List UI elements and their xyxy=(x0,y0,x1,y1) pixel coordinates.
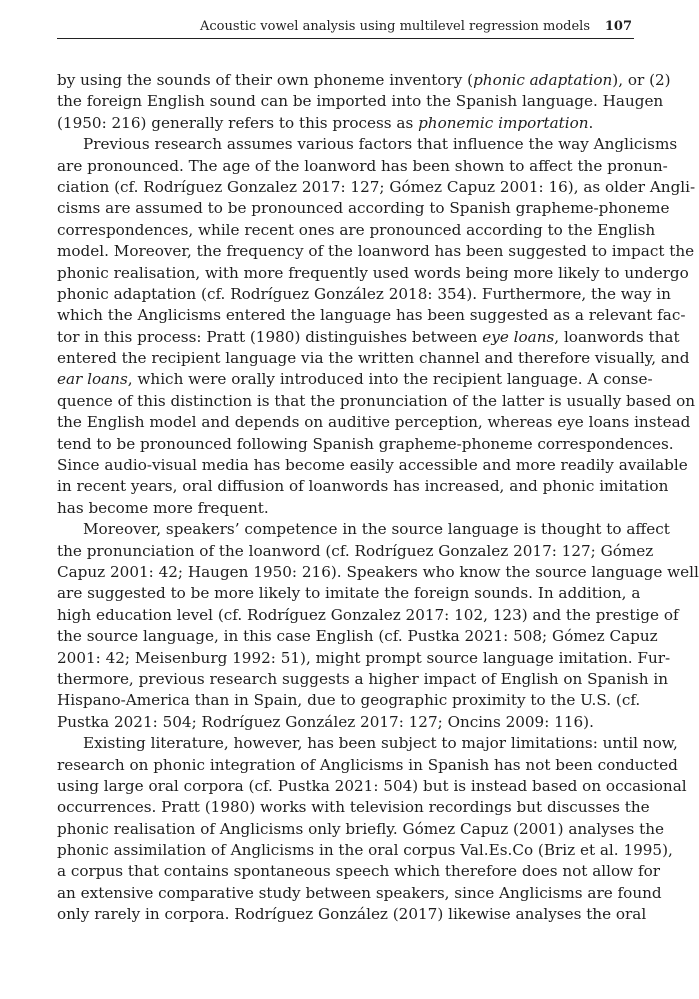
text-line: phonic assimilation of Anglicisms in the oral corpus Val.Es.Co (Briz et al. 1995), xyxy=(57,841,673,860)
text-line: in recent years, oral diffusion of loanwords has increased, and phonic imitation xyxy=(57,477,669,496)
text-line: using large oral corpora (cf. Pustka 2021: 504) but is instead based on occasional xyxy=(57,776,687,795)
text-line: are pronounced. The age of the loanword has been shown to affect the pronun- xyxy=(57,156,668,175)
text-line: Moreover, speakers’ competence in the source language is thought to affect xyxy=(83,520,670,539)
text-line: model. Moreover, the frequency of the loanword has been suggested to impact the xyxy=(57,242,695,261)
text-line: Hispano-America than in Spain, due to geographic proximity to the U.S. (cf. xyxy=(57,691,641,710)
page-number: 107 xyxy=(604,19,632,34)
italic-term: phonic adaptation xyxy=(473,71,613,89)
text-line: entered the recipient language via the written channel and therefore visually, and xyxy=(57,349,690,368)
text-line: a corpus that contains spontaneous speech which therefore does not allow for xyxy=(57,862,660,881)
text-line: by using the sounds of their own phoneme inventory (phonic adaptation), or (2) xyxy=(57,71,671,89)
text-line: Existing literature, however, has been subject to major limitations: until now, xyxy=(83,734,678,753)
text-line: which the Anglicisms entered the language has been suggested as a relevant fac- xyxy=(57,306,686,325)
text-line: phonic realisation, with more frequently used words being more likely to undergo xyxy=(57,263,689,282)
text-line: cisms are assumed to be pronounced according to Spanish grapheme-phoneme xyxy=(57,199,670,218)
text-line: Pustka 2021: 504; Rodríguez González 2017: 127; Oncins 2009: 116). xyxy=(57,712,594,731)
text-line: tor in this process: Pratt (1980) distinguishes between eye loans, loanwords that xyxy=(57,327,680,346)
text-line: quence of this distinction is that the pronunciation of the latter is usually based on xyxy=(57,391,696,410)
text-line: (1950: 216) generally refers to this process as phonemic importation. xyxy=(57,113,594,132)
running-header xyxy=(57,12,634,39)
text-line: the source language, in this case English (cf. Pustka 2021: 508; Gómez Capuz xyxy=(57,627,658,646)
text-line: the English model and depends on auditive perception, whereas eye loans instead xyxy=(57,413,691,432)
text-line: the foreign English sound can be imported into the Spanish language. Haugen xyxy=(57,92,664,111)
text-line: Previous research assumes various factors that influence the way Anglicisms xyxy=(83,135,678,154)
text-line: 2001: 42; Meisenburg 1992: 51), might prompt source language imitation. Fur- xyxy=(57,648,671,667)
text-line: correspondences, while recent ones are pronounced according to the English xyxy=(57,220,656,239)
text-line: occurrences. Pratt (1980) works with television recordings but discusses the xyxy=(57,798,650,817)
text-line: are suggested to be more likely to imitate the foreign sounds. In addition, a xyxy=(57,584,641,603)
text-line: ear loans, which were orally introduced into the recipient language. A conse- xyxy=(57,370,653,389)
text-line: phonic realisation of Anglicisms only briefly. Gómez Capuz (2001) analyses the xyxy=(57,819,664,838)
italic-term: eye loans xyxy=(482,327,555,346)
text-line: research on phonic integration of Anglicisms in Spanish has not been conducted xyxy=(57,755,678,774)
text-line: tend to be pronounced following Spanish grapheme-phoneme correspondences. xyxy=(57,434,674,453)
italic-term: phonemic importation xyxy=(418,113,589,132)
text-line: Since audio-visual media has become easily accessible and more readily available xyxy=(57,456,688,475)
text-line: phonic adaptation (cf. Rodríguez González 2018: 354). Furthermore, the way in xyxy=(57,284,671,303)
text-line: Capuz 2001: 42; Haugen 1950: 216). Speakers who know the source language well xyxy=(57,562,699,581)
text-line: an extensive comparative study between speakers, since Anglicisms are found xyxy=(57,883,662,902)
body-text xyxy=(57,70,699,926)
text-line: ciation (cf. Rodríguez Gonzalez 2017: 127; Gómez Capuz 2001: 16), as older Angli- xyxy=(57,177,696,196)
text-line: has become more frequent. xyxy=(57,498,269,517)
text-line: high education level (cf. Rodríguez Gonzalez 2017: 102, 123) and the prestige of xyxy=(57,605,679,624)
text-line: thermore, previous research suggests a higher impact of English on Spanish in xyxy=(57,669,669,688)
running-head-title: Acoustic vowel analysis using multilevel regression models xyxy=(199,19,590,34)
italic-term: ear loans xyxy=(57,370,128,389)
text-line: the pronunciation of the loanword (cf. Rodríguez Gonzalez 2017: 127; Gómez xyxy=(57,541,654,560)
text-line: only rarely in corpora. Rodríguez González (2017) likewise analyses the oral xyxy=(57,905,647,924)
